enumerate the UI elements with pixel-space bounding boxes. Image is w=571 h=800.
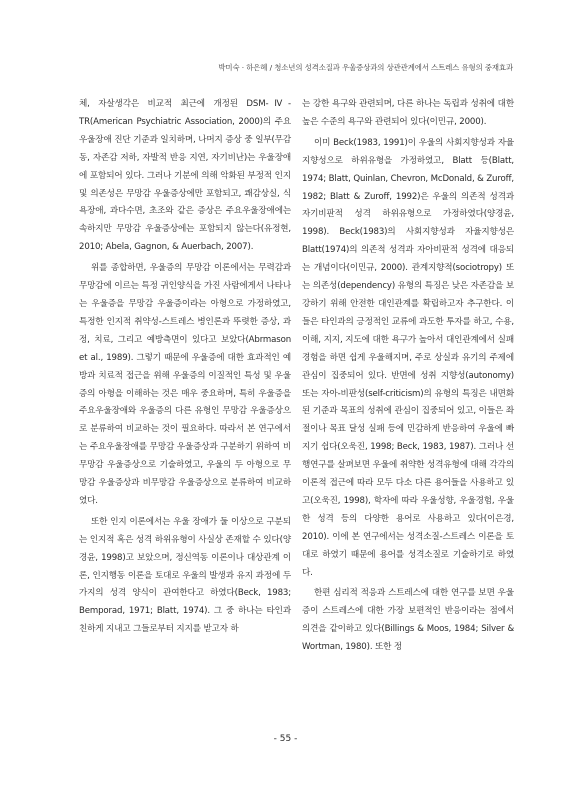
paragraph: 위를 종합하면, 우울증의 무망감 이론에서는 무력감과 무망감에 이르는 특정 귀인양식을 가진 사람에게서 나타나는 우울증을 무망감 우울증이라는 아형으로 가정하였고, 특정한 인지적 취약성-스트레스 병인론과 뚜렷한 증상, 과정, 치료, 그리고 예방측면이 있다고 보았다(Abrmason et al., 1989). 그렇기 때문에 우울증에 대한 효과적인 예방과 치료적 접근을 위해 우울증의 이질적인 특성 및 우울증의 아형을 이해하는 것은 매우 중요하며, 특히 우울증을 주요우울장애와 우울증의 다른 유형인 무망감 우울증상으로 분류하여 비교하는 것이 필요하다. 따라서 본 연구에서는 주요우울장애를 무망감 우울증상과 구분하기 위하여 비무망감 우울증상으로 기술하였고, 우울의 두 아형으로 무망감 우울증상과 비무망감 우울증상으로 분류하여 비교하였다. xyxy=(79,263,291,506)
running-header: 박미숙 · 하은혜 / 청소년의 성격소질과 우울증상과의 상관관계에서 스트레스 유형의 중재효과 xyxy=(218,63,513,72)
paragraph: 는 강한 욕구와 관련되며, 다른 하나는 독립과 성취에 대한 높은 수준의 욕구와 관련되어 있다(이민규, 2000). xyxy=(302,99,514,127)
paragraph: 또한 인지 이론에서는 우울 장애가 둘 이상으로 구분되는 인지적 혹은 성격 하위유형이 사실상 존재할 수 있다(양경윤, 1998)고 보았으며, 정신역동 이론이나 대상관계 이론, 인지행동 이론을 토대로 우울의 발생과 유지 과정에 두 가지의 성격 양식이 관여한다고 하였다(Beck, 1983; Bemporad, 1971; Blatt, 1974). 그 중 하나는 타인과 친하게 지내고 그들로부터 지지를 받고자 하 xyxy=(79,516,291,635)
paragraph: 체, 자살생각은 비교적 최근에 개정된 DSM-Ⅳ-TR(American Psychiatric Association, 2000)의 주요 우울장애 진단 기준과 일치하며, 나머지 증상 중 일부(무감동, 자존감 저하, 자발적 반응 지연, 자기비난)는 우울장애에 포함되어 있다. 그러나 기분에 의해 악화된 부정적 인지 및 의존성은 무망감 우울증상에만 포함되고, 쾌감상실, 식욕장애, 과다수면, 초조와 같은 증상은 주요우울장애에는 속하지만 무망감 우울증상에는 포함되지 않는다(유정현, 2010; Abela, Gagnon, & Auerbach, 2007). xyxy=(79,99,291,253)
paragraph: 한편 심리적 적응과 스트레스에 대한 연구를 보면 우울증이 스트레스에 대한 가장 보편적인 반응이라는 점에서 의견을 같이하고 있다(Billings & Moos, 1984; Silver & Wortman, 1980). 또한 정 xyxy=(302,588,514,653)
right-column xyxy=(302,96,514,660)
paragraph: 이미 Beck(1983, 1991)이 우울의 사회지향성과 자율지향성으로 하위유형을 가정하였고, Blatt 등(Blatt, 1974; Blatt, Quinlan, Chevron, McDonald, & Zuroff, 1982; Blatt & Zuroff, 1992)은 우울의 의존적 성격과 자기비판적 성격 하위유형으로 가정하였다(양경윤, 1998). Beck(1983)의 사회지향성과 자율지향성은 Blatt(1974)의 의존적 성격과 자아비판적 성격에 대응되는 개념이다(이민규, 2000). 관계지향적(sociotropy) 또는 의존성(dependency) 유형의 특징은 낮은 자존감을 보강하기 위해 안전한 대인관계를 확립하고자 추구한다. 이들은 타인과의 긍정적인 교류에 과도한 투자를 하고, 수용, 이해, 지지, 지도에 대한 욕구가 높아서 대인관계에서 실패 경험을 하면 쉽게 우울해지며, 주로 상실과 유기의 주제에 관심이 집중되어 있다. 반면에 성취 지향성(autonomy) 또는 자아-비판성(self-criticism)의 유형의 특징은 내면화된 기준과 목표의 성취에 관심이 집중되어 있고, 이들은 좌절이나 목표 달성 실패 등에 민감하게 반응하여 우울에 빠지기 쉽다(오욱진, 1998; Beck, 1983, 1987). 그러나 선행연구를 살펴보면 우울에 취약한 성격유형에 대해 각각의 이론적 접근에 따라 모두 다소 다른 용어들을 사용하고 있고(오욱진, 1998), 학자에 따라 우울성향, 우울경험, 우울한 성격 등의 다양한 용어로 사용하고 있다(이은경, 2010). 이에 본 연구에서는 성격소질-스트레스 이론을 토대로 하였기 때문에 용어를 성격소질로 기술하기로 하였다. xyxy=(302,137,514,578)
left-column xyxy=(79,96,291,642)
page-number: - 55 - xyxy=(273,734,298,744)
